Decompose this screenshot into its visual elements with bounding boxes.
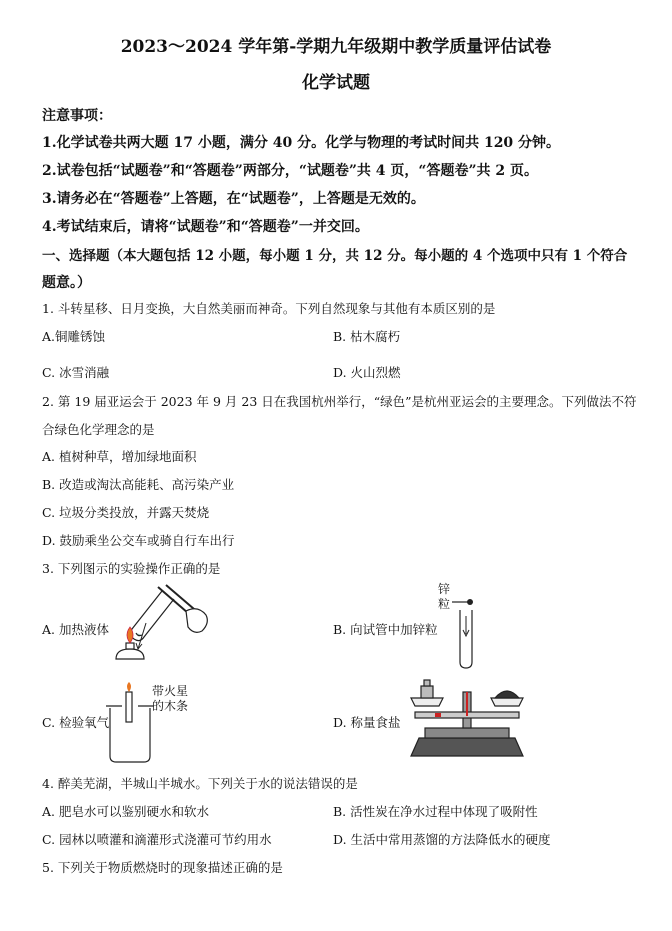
question-2-stem-line1: 2. 第 19 届亚运会于 2023 年 9 月 23 日在我国杭州举行，“绿色”是杭州亚运会的主要理念。下列做法不符 <box>42 394 637 409</box>
note-item-4: 4.考试结束后，请将“试题卷”和“答题卷”一并交回。 <box>42 219 369 235</box>
question-4-stem: 4. 醉美芜湖，半城山半城水。下列关于水的说法错误的是 <box>42 776 358 791</box>
zinc-tube-figure <box>450 590 480 670</box>
question-4-option-c: C. 园林以喷灌和滴灌形式浇灌可节约用水 <box>42 832 272 847</box>
question-3-option-c: C. 检验氧气 <box>42 715 110 730</box>
note-item-3: 3.请务必在“答题卷”上答题，在“试题卷”，上答题是无效的。 <box>42 191 425 207</box>
heating-liquid-figure <box>110 583 215 668</box>
zinc-label-1: 锌 <box>438 582 451 596</box>
question-4-option-a: A. 肥皂水可以鉴别硬水和软水 <box>42 804 209 819</box>
question-1-option-b: B. 枯木腐朽 <box>333 329 401 344</box>
zinc-label-2: 粒 <box>438 597 451 611</box>
note-item-1: 1.化学试卷共两大题 17 小题，满分 40 分。化学与物理的考试时间共 120 分钟。 <box>42 135 561 151</box>
question-1-option-d: D. 火山烈燃 <box>333 365 401 380</box>
question-3-stem: 3. 下列图示的实验操作正确的是 <box>42 561 221 576</box>
question-1-option-c: C. 冰雪消融 <box>42 365 110 380</box>
question-2-option-b: B. 改造或淘汰高能耗、高污染产业 <box>42 477 235 492</box>
question-2-option-c: C. 垃圾分类投放，并露天焚烧 <box>42 505 210 520</box>
section-title-line2: 题意。） <box>42 275 91 291</box>
question-1-option-a: A.铜雕锈蚀 <box>42 329 106 344</box>
question-2-option-a: A. 植树种草，增加绿地面积 <box>42 449 197 464</box>
question-4-option-d: D. 生活中常用蒸馏的方法降低水的硬度 <box>333 832 551 847</box>
section-title-line1: 一、选择题（本大题包括 12 小题，每小题 1 分，共 12 分。每小题的 4 个选项中只有 1 个符合 <box>42 248 628 264</box>
exam-title: 2023～2024 学年第-学期九年级期中教学质量评估试卷 <box>120 37 552 57</box>
question-2-stem-line2: 合绿色化学理念的是 <box>42 422 155 437</box>
notes-heading: 注意事项： <box>42 108 112 124</box>
balance-figure <box>405 672 530 762</box>
splint-label-2: 的木条 <box>152 699 189 713</box>
question-5-stem: 5. 下列关于物质燃烧时的现象描述正确的是 <box>42 860 283 875</box>
question-1-stem: 1. 斗转星移、日月变换，大自然美丽而神奇。下列自然现象与其他有本质区别的是 <box>42 301 496 316</box>
question-2-option-d: D. 鼓励乘坐公交车或骑自行车出行 <box>42 533 235 548</box>
question-3-option-d: D. 称量食盐 <box>333 715 401 730</box>
oxygen-bottle-figure <box>104 688 154 764</box>
exam-subtitle: 化学试题 <box>302 73 370 93</box>
note-item-2: 2.试卷包括“试题卷”和“答题卷”两部分，“试题卷”共 4 页，“答题卷”共 2 页。 <box>42 163 539 179</box>
splint-label-1: 带火星 <box>152 684 189 698</box>
question-4-option-b: B. 活性炭在净水过程中体现了吸附性 <box>333 804 538 819</box>
question-3-option-a: A. 加热液体 <box>42 622 109 637</box>
question-3-option-b: B. 向试管中加锌粒 <box>333 622 438 637</box>
